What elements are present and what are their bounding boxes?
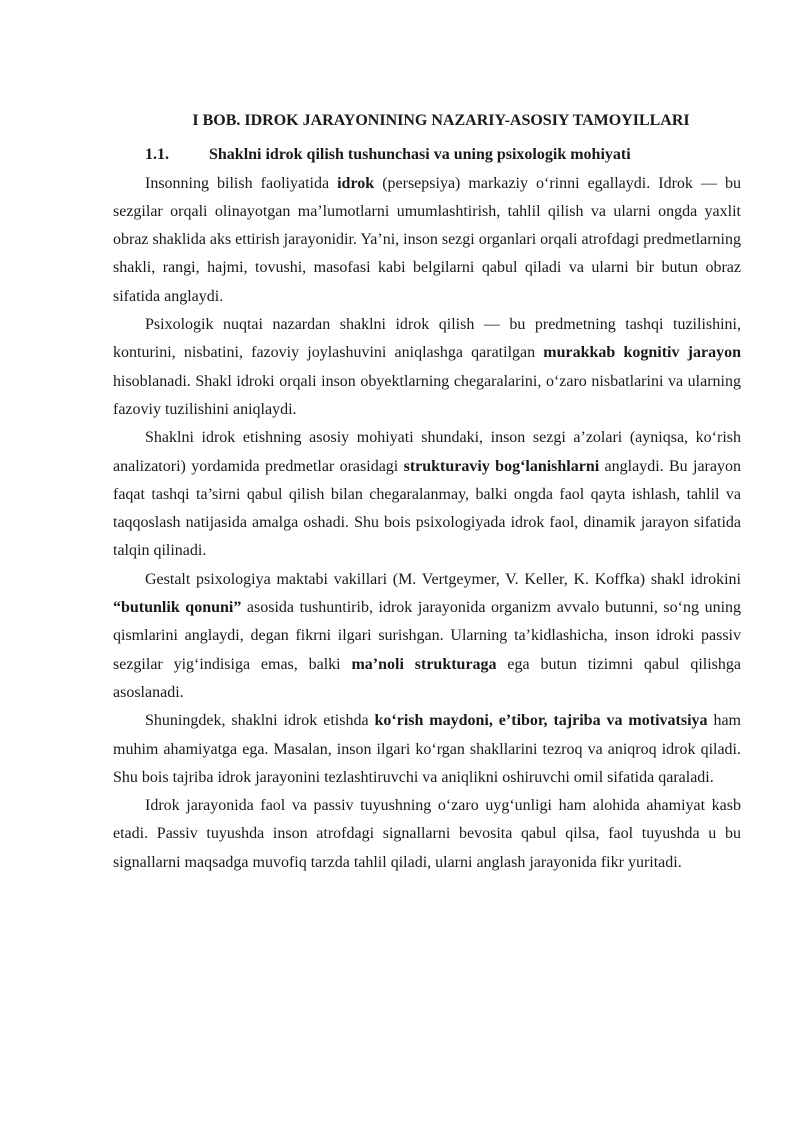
paragraph-5-bold-term: ko‘rish maydoni, e’tibor, tajriba va motivatsiya — [374, 712, 708, 730]
paragraph-5-text-a: Shuningdek, shaklni idrok etishda — [145, 712, 375, 730]
section-title: Shaklni idrok qilish tushunchasi va uning psixologik mohiyati — [209, 146, 631, 164]
paragraph-4-bold-term-2: ma’noli strukturaga — [351, 655, 497, 673]
paragraph-4-text-c: ega butun tizimni qabul qilishga asoslanadi. — [113, 655, 741, 701]
paragraph-2-text-b: hisoblanadi. Shakl idroki orqali inson obyektlarning chegaralarini, o‘zaro nisbatlarini va ularning fazoviy tuzilishini aniqlaydi. — [113, 372, 741, 418]
section-heading — [113, 141, 741, 169]
paragraph-4-text-b: asosida tushuntirib, idrok jarayonida organizm avvalo butunni, so‘ng uning qismlarini anglaydi, degan fikrni ilgari surishgan. Ularning ta’kidlashicha, inson idroki passiv sezgilar yig‘indisiga emas, balki — [113, 599, 742, 673]
paragraph-1-text-a: Insonning bilish faoliyatida — [145, 174, 338, 192]
paragraph-4-text-a: Gestalt psixologiya maktabi vakillari (M. Vertgeymer, V. Keller, K. Koffka) shakl idrokini — [145, 570, 741, 588]
paragraph-2-text-a: Psixologik nuqtai nazardan shaklni idrok qilish — bu predmetning tashqi tuzilishini, konturini, nisbatini, fazoviy joylashuvini aniqlashga qaratilgan — [113, 316, 741, 362]
paragraph-6 — [113, 792, 741, 877]
paragraph-5 — [113, 707, 741, 792]
paragraph-4 — [113, 566, 741, 707]
paragraph-5-text-b: ham muhim ahamiyatga ega. Masalan, inson ilgari ko‘rgan shakllarini tezroq va aniqroq idrok qiladi. Shu bois tajriba idrok jarayonini tezlashtiruvchi va aniqlikni oshiruvchi omil sifatida qaraladi. — [113, 712, 742, 786]
section-number: 1.1. — [145, 146, 169, 164]
paragraph-2-bold-term: murakkab kognitiv jarayon — [543, 344, 741, 362]
paragraph-3 — [113, 424, 741, 565]
paragraph-2 — [113, 311, 741, 424]
paragraph-3-text-a: Shaklni idrok etishning asosiy mohiyati shundaki, inson sezgi a’zolari (ayniqsa, ko‘rish analizatori) yordamida predmetlar orasidagi — [113, 429, 741, 475]
page-content — [113, 107, 741, 877]
paragraph-3-bold-term: strukturaviy bog‘lanishlarni — [403, 457, 600, 475]
paragraph-4-bold-term-1: “butunlik qonuni” — [113, 599, 242, 617]
chapter-title: I BOB. IDROK JARAYONINING NAZARIY-ASOSIY TAMOYILLARI — [192, 112, 690, 129]
paragraph-1-bold-term: idrok — [337, 174, 375, 192]
paragraph-6-text: Idrok jarayonida faol va passiv tuyushning o‘zaro uyg‘unligi ham alohida ahamiyat kasb etadi. Passiv tuyushda inson atrofdagi signallarni bevosita qabul qilsa, faol tuyushda u bu signallarni maqsadga muvofiq tarzda tahlil qiladi, ularni anglash jarayonida fikr yuritadi. — [113, 797, 741, 871]
paragraph-1-text-b: (persepsiya) markaziy o‘rinni egallaydi. Idrok — bu sezgilar orqali olinayotgan ma’lumotlarni umumlashtirish, tahlil qilish va ularni ongda yaxlit obraz shaklida aks ettirish jarayonidir. Ya’ni, inson sezgi organlari orqali atrofdagi predmetlarning shakli, rangi, hajmi, tovushi, masofasi kabi belgilarni qabul qiladi va ularni bir butun obraz sifatida anglaydi. — [113, 174, 741, 305]
paragraph-3-text-b: anglaydi. Bu jarayon faqat tashqi ta’sirni qabul qilish bilan chegaralanmay, balki ongda faol qayta ishlash, tahlil va taqqoslash natijasida amalga oshadi. Shu bois psixologiyada idrok faol, dinamik jarayon sifatida talqin qilinadi. — [113, 457, 741, 560]
paragraph-1 — [113, 170, 741, 311]
